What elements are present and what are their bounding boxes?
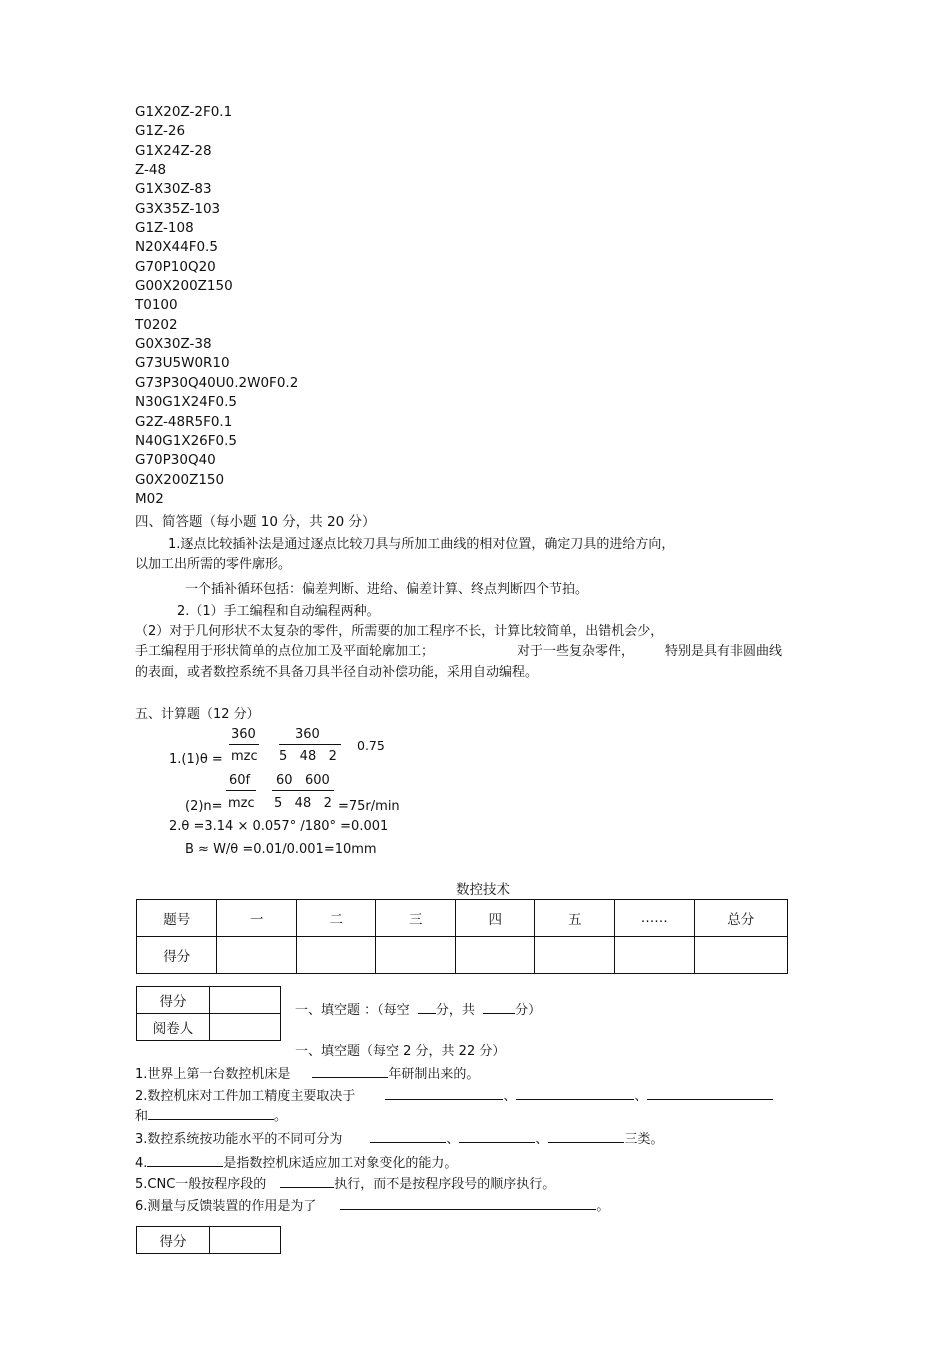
table-header-cell: 总分 [694, 900, 787, 937]
score-cell[interactable] [694, 937, 787, 974]
calc-line4: B ≈ W/θ =0.01/0.001=10mm [185, 842, 377, 857]
table-row-label: 得分 [137, 937, 217, 974]
answer-blank[interactable] [459, 1142, 535, 1143]
answer2-line4: 的表面，或者数控系统不具备刀具半径自动补偿功能，采用自动编程。 [135, 665, 539, 680]
fill-heading-template [295, 999, 541, 1018]
bottom-score-box [136, 1226, 281, 1254]
code-line: G1X24Z-28 [135, 142, 212, 159]
bottom-score-cell[interactable] [210, 1227, 281, 1254]
code-line: N20X44F0.5 [135, 239, 218, 256]
fill-heading: 一、填空题（每空 2 分，共 22 分） [295, 1044, 506, 1059]
question-text: 2.数控机床对工件加工精度主要取决于 [135, 1089, 356, 1104]
fill-heading-part: 分，共 [435, 1003, 484, 1018]
code-line: G1Z-108 [135, 220, 194, 237]
fraction-bar [226, 790, 256, 791]
question-text: 1.世界上第一台数控机床是 [135, 1067, 291, 1082]
code-line: G70P10Q20 [135, 258, 216, 275]
answer-blank[interactable] [340, 1209, 596, 1210]
separator: 、 [535, 1132, 549, 1147]
code-line: N40G1X26F0.5 [135, 432, 237, 449]
code-line: T0202 [135, 316, 178, 333]
question-text: 。 [596, 1199, 610, 1214]
answer-blank[interactable] [516, 1099, 634, 1100]
question-3 [135, 1128, 663, 1147]
answer-blank[interactable] [312, 1077, 388, 1078]
answer-blank[interactable] [385, 1099, 503, 1100]
code-line: G73P30Q40U0.2W0F0.2 [135, 374, 299, 391]
score-cell[interactable] [455, 937, 535, 974]
formula1-num2: 360 [295, 727, 320, 742]
table-header-cell: …… [614, 900, 694, 937]
separator: 、 [503, 1089, 517, 1104]
formula1-result: 0.75 [357, 738, 385, 753]
code-line: Z-48 [135, 162, 167, 179]
answer2-line3c: 特别是具有非圆曲线 [665, 644, 783, 659]
table-header-cell: 题号 [137, 900, 217, 937]
formula2-num2: 60 600 [276, 773, 330, 788]
code-line: G1X20Z-2F0.1 [135, 104, 233, 120]
answer-blank[interactable] [147, 1166, 223, 1167]
table-header-cell: 一 [217, 900, 297, 937]
grader-name-cell[interactable] [210, 1014, 281, 1041]
question-text: 3.数控系统按功能水平的不同可分为 [135, 1132, 343, 1147]
answer1-line3: 一个插补循环包括：偏差判断、进给、偏差计算、终点判断四个节拍。 [185, 582, 589, 597]
section4-heading: 四、简答题（每小题 10 分，共 20 分） [135, 514, 376, 530]
formula1-den2: 5 48 2 [279, 749, 337, 764]
answer2-line2: （2）对于几何形状不太复杂的零件，所需要的加工程序不长，计算比较简单，出错机会少， [135, 624, 664, 639]
table-header-cell: 五 [535, 900, 615, 937]
question-text: 5.CNC一般按程序段的 [135, 1177, 267, 1192]
formula2-label: (2)n= [185, 799, 223, 814]
table-header-cell: 三 [376, 900, 456, 937]
code-line: M02 [135, 490, 164, 507]
calc-line3: 2.θ =3.14 × 0.057° /180° =0.001 [169, 819, 389, 834]
formula1-label: 1.(1)θ = [169, 752, 223, 767]
code-line: G3X35Z-103 [135, 200, 221, 217]
question-2-cont [135, 1105, 287, 1124]
question-text: 4. [135, 1156, 148, 1171]
answer-blank[interactable] [280, 1187, 334, 1188]
answer-blank[interactable] [548, 1142, 624, 1143]
formula1-num1: 360 [231, 727, 256, 742]
table-header-cell: 四 [455, 900, 535, 937]
answer-blank[interactable] [148, 1119, 274, 1120]
question-text: 年研制出来的。 [388, 1067, 480, 1082]
question-text: 执行，而不是按程序段号的顺序执行。 [334, 1177, 556, 1192]
question-text: 三类。 [624, 1132, 664, 1147]
grader-name-label: 阅卷人 [137, 1014, 210, 1041]
answer2-line3b: 对于一些复杂零件， [517, 644, 635, 659]
score-cell[interactable] [296, 937, 376, 974]
code-line: G70P30Q40 [135, 452, 216, 469]
score-cell[interactable] [614, 937, 694, 974]
grader-box [136, 986, 281, 1041]
fraction-bar [229, 744, 259, 745]
answer2-line1: 2.（1）手工编程和自动编程两种。 [177, 604, 380, 619]
table-header-cell: 二 [296, 900, 376, 937]
question-text: 是指数控机床适应加工对象变化的能力。 [223, 1156, 458, 1171]
question-text: 。 [274, 1109, 288, 1124]
question-4 [135, 1152, 457, 1171]
question-2 [135, 1085, 773, 1104]
separator: 、 [634, 1089, 648, 1104]
fill-heading-part: 分） [515, 1003, 542, 1018]
fraction-bar [279, 744, 341, 745]
code-line: G0X200Z150 [135, 471, 225, 488]
section5-heading: 五、计算题（12 分） [135, 707, 260, 722]
formula2-result: =75r/min [338, 799, 400, 814]
question-1 [135, 1063, 479, 1082]
answer2-line3a: 手工编程用于形状简单的点位加工及平面轮廓加工； [135, 644, 435, 659]
code-line: G00X200Z150 [135, 278, 233, 295]
formula2-den2: 5 48 2 [274, 796, 332, 811]
code-line: G73U5W0R10 [135, 355, 230, 372]
answer-blank[interactable] [647, 1099, 773, 1100]
exam-title: 数控技术 [420, 878, 546, 900]
code-line: N30G1X24F0.5 [135, 394, 237, 411]
formula1-den1: mzc [231, 749, 258, 764]
question-text: 6.测量与反馈装置的作用是为了 [135, 1199, 317, 1214]
fraction-bar [272, 790, 334, 791]
formula2-den1: mzc [228, 796, 255, 811]
code-line: T0100 [135, 297, 178, 314]
grader-score-cell[interactable] [210, 987, 281, 1014]
score-cell[interactable] [376, 937, 456, 974]
bottom-score-label: 得分 [137, 1227, 210, 1254]
blank[interactable] [418, 1013, 436, 1014]
answer1-line1: 1.逐点比较插补法是通过逐点比较刀具与所加工曲线的相对位置，确定刀具的进给方向， [168, 537, 675, 552]
answer1-line2: 以加工出所需的零件廓形。 [135, 557, 292, 572]
code-line: G0X30Z-38 [135, 336, 212, 353]
gcode-listing [135, 103, 298, 509]
fill-heading-part: 一、填空题 ：（每空 [295, 1003, 418, 1018]
question-5 [135, 1173, 555, 1192]
question-6 [135, 1195, 609, 1214]
blank[interactable] [483, 1013, 515, 1014]
score-cell[interactable] [535, 937, 615, 974]
question-text: 和 [135, 1109, 149, 1124]
code-line: G1Z-26 [135, 123, 186, 140]
code-line: G1X30Z-83 [135, 181, 212, 198]
formula2-num1: 60f [229, 773, 251, 788]
code-line: G2Z-48R5F0.1 [135, 413, 233, 430]
grader-score-label: 得分 [137, 987, 210, 1014]
answer-blank[interactable] [370, 1142, 446, 1143]
score-cell[interactable] [217, 937, 297, 974]
score-table [136, 899, 788, 974]
separator: 、 [446, 1132, 460, 1147]
